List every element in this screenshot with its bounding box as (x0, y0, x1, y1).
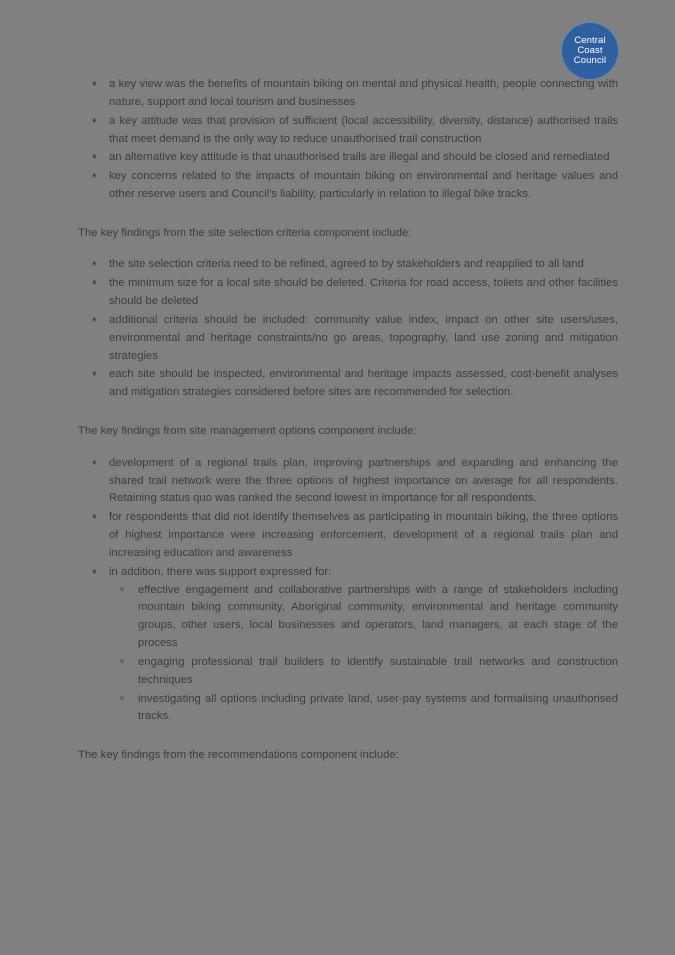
diamond-bullet-icon: ♦ (92, 565, 97, 576)
sub-list-item (109, 582, 618, 653)
diamond-bullet-icon: ♦ (92, 78, 97, 88)
diamond-bullet-icon: ♦ (92, 151, 97, 162)
sub-list-item-text: engaging professional trail builders to identify sustainable trail networks and construction techniques (138, 655, 618, 686)
site-management-bullet-list (78, 455, 618, 727)
list-item-text: in addition, there was support expressed for: (109, 565, 332, 578)
list-item (78, 113, 618, 149)
list-item-text: the site selection criteria need to be refined, agreed to by stakeholders and reapplied to all land (109, 258, 584, 271)
logo-line-1: Central (574, 35, 606, 47)
diamond-bullet-icon: ♦ (92, 170, 97, 181)
list-item (78, 168, 618, 204)
intro-bullet-list (78, 76, 618, 204)
list-item (78, 76, 618, 112)
list-item (78, 275, 618, 311)
list-item-text: a key view was the benefits of mountain biking on mental and physical health, people connecting with nature, support and local tourism and businesses (109, 78, 618, 108)
list-item-text: each site should be inspected, environmental and heritage impacts assessed, cost-benefit analyses and mitigation strategies considered before sites are recommended for selection. (109, 368, 618, 399)
cross-bullet-icon: × (119, 655, 125, 667)
list-item-text: the minimum size for a local site should be deleted. Criteria for road access, toilets and other facilities should be deleted (109, 277, 618, 308)
list-item (78, 564, 618, 727)
list-item (78, 312, 618, 366)
logo-line-3: Council (573, 54, 607, 66)
heading-recommendations: The key findings from the recommendations component include: (78, 749, 399, 762)
list-item-text: key concerns related to the impacts of mountain biking on environmental and heritage values and other reserve users and Council's liability, particularly in relation to illegal bike tracks. (109, 170, 618, 201)
document-body (78, 76, 618, 765)
list-item-text: for respondents that did not identify themselves as participating in mountain biking, the three options of highest importance were increasing enforcement, development of a regional trails plan and increasing education and awareness (109, 511, 618, 559)
list-item-text: a key attitude was that provision of sufficient (local accessibility, diversity, distance) authorised trails that meet demand is the only way to reduce unauthorised trail construction (109, 114, 618, 145)
diamond-bullet-icon: ♦ (92, 368, 97, 379)
list-item (78, 366, 618, 402)
diamond-bullet-icon: ♦ (92, 114, 97, 125)
sub-list-item-text: investigating all options including private land, user-pay systems and formalising unauthorised tracks. (138, 692, 618, 723)
heading-site-management: The key findings from site management options component include: (78, 425, 417, 438)
list-item (78, 509, 618, 563)
list-item-text: an alternative key attitude is that unauthorised trails are illegal and should be closed and remediated (109, 151, 610, 164)
cross-bullet-icon: × (119, 583, 125, 595)
site-management-sub-bullet-list (109, 582, 618, 727)
sub-list-item (109, 691, 618, 727)
list-item-text: additional criteria should be included: community value index, impact on other site users/uses, environmental and heritage constraints/no go areas, topography, land use zoning and mitigation strategies (109, 313, 618, 362)
diamond-bullet-icon: ♦ (92, 313, 97, 324)
heading-site-selection: The key findings from the site selection criteria component include: (78, 226, 412, 239)
diamond-bullet-icon: ♦ (92, 456, 97, 467)
site-selection-bullet-list (78, 256, 618, 402)
diamond-bullet-icon: ♦ (92, 511, 97, 522)
diamond-bullet-icon: ♦ (92, 277, 97, 288)
central-coast-council-logo (561, 22, 619, 80)
list-item (78, 149, 618, 167)
list-item-text: development of a regional trails plan, improving partnerships and expanding and enhancing the shared trail network were the three options of highest importance on average for all respondents. Retaining status quo was ranked the second lowest in importance for all respondents. (109, 456, 618, 505)
cross-bullet-icon: × (119, 692, 125, 704)
diamond-bullet-icon: ♦ (92, 258, 97, 269)
logo-line-2: Coast (577, 45, 603, 57)
list-item (78, 256, 618, 274)
list-item (78, 455, 618, 509)
sub-list-item-text: effective engagement and collaborative partnerships with a range of stakeholders including mountain biking community, Aboriginal community, environmental and heritage community groups, other users, local businesses and operators, land managers, at each stage of the process (138, 583, 618, 650)
sub-list-item (109, 654, 618, 690)
